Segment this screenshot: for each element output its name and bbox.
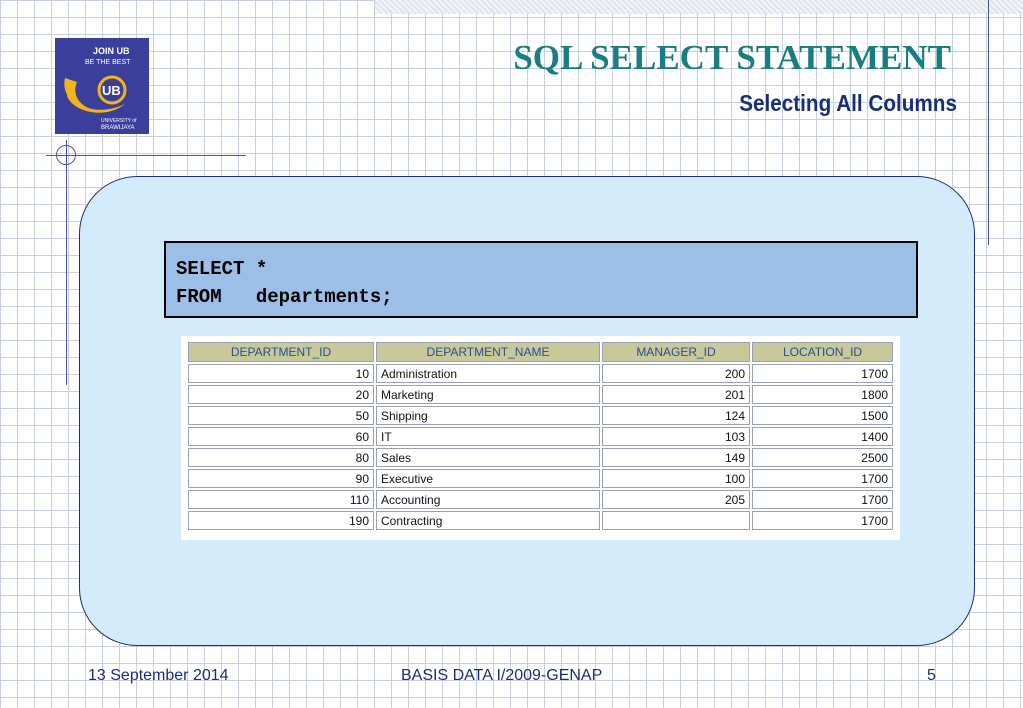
cell-department-id: 50 [188, 406, 374, 425]
column-header-department-id: DEPARTMENT_ID [188, 342, 374, 362]
cell-department-id: 190 [188, 511, 374, 530]
cell-department-id: 20 [188, 385, 374, 404]
cell-manager-id: 100 [602, 469, 750, 488]
cell-department-name: Accounting [376, 490, 600, 509]
cell-department-name: Administration [376, 364, 600, 383]
logo-line-2: BE THE BEST [85, 59, 131, 66]
cell-department-name: Marketing [376, 385, 600, 404]
cell-department-name: Shipping [376, 406, 600, 425]
top-decorative-strip [375, 0, 1023, 14]
table-row [188, 364, 893, 383]
column-header-department-name: DEPARTMENT_NAME [376, 342, 600, 362]
cell-manager-id: 124 [602, 406, 750, 425]
cell-department-id: 110 [188, 490, 374, 509]
cell-manager-id [602, 511, 750, 530]
column-header-manager-id: MANAGER_ID [602, 342, 750, 362]
cell-location-id: 1700 [752, 490, 893, 509]
column-header-location-id: LOCATION_ID [752, 342, 893, 362]
crosshair-ornament-icon [56, 145, 76, 165]
footer-course: BASIS DATA I/2009-GENAP [401, 667, 603, 684]
table-header-row [188, 342, 893, 362]
left-horizontal-rule [46, 155, 246, 156]
cell-manager-id: 200 [602, 364, 750, 383]
university-logo [55, 38, 149, 134]
cell-location-id: 1700 [752, 364, 893, 383]
sql-line-1: SELECT * [176, 258, 268, 280]
cell-manager-id: 149 [602, 448, 750, 467]
cell-location-id: 1700 [752, 469, 893, 488]
cell-department-name: IT [376, 427, 600, 446]
cell-location-id: 1800 [752, 385, 893, 404]
cell-manager-id: 103 [602, 427, 750, 446]
table-row [188, 427, 893, 446]
cell-department-name: Contracting [376, 511, 600, 530]
query-results [181, 336, 900, 540]
table-row [188, 406, 893, 425]
cell-department-id: 60 [188, 427, 374, 446]
cell-department-id: 90 [188, 469, 374, 488]
left-vertical-rule [66, 140, 67, 385]
cell-location-id: 1700 [752, 511, 893, 530]
sql-line-2: FROM departments; [176, 286, 393, 308]
cell-department-name: Executive [376, 469, 600, 488]
cell-manager-id: 205 [602, 490, 750, 509]
slide-subtitle: Selecting All Columns [739, 90, 957, 116]
footer-date: 13 September 2014 [88, 667, 229, 684]
table-row [188, 490, 893, 509]
cell-department-name: Sales [376, 448, 600, 467]
table-row [188, 385, 893, 404]
table-row [188, 511, 893, 530]
cell-location-id: 2500 [752, 448, 893, 467]
sql-code-box [164, 241, 918, 318]
cell-manager-id: 201 [602, 385, 750, 404]
cell-department-id: 80 [188, 448, 374, 467]
logo-line-1: JOIN UB [93, 46, 130, 56]
results-table [186, 340, 895, 532]
cell-location-id: 1400 [752, 427, 893, 446]
cell-location-id: 1500 [752, 406, 893, 425]
logo-line-3: UNIVERSITY of [101, 118, 137, 124]
table-row [188, 448, 893, 467]
slide-title: SQL SELECT STATEMENT [513, 38, 951, 77]
table-row [188, 469, 893, 488]
cell-department-id: 10 [188, 364, 374, 383]
page-number: 5 [927, 667, 936, 684]
right-vertical-rule [988, 0, 989, 245]
logo-monogram: UB [102, 83, 121, 98]
logo-line-4: BRAWIJAYA [101, 125, 135, 131]
